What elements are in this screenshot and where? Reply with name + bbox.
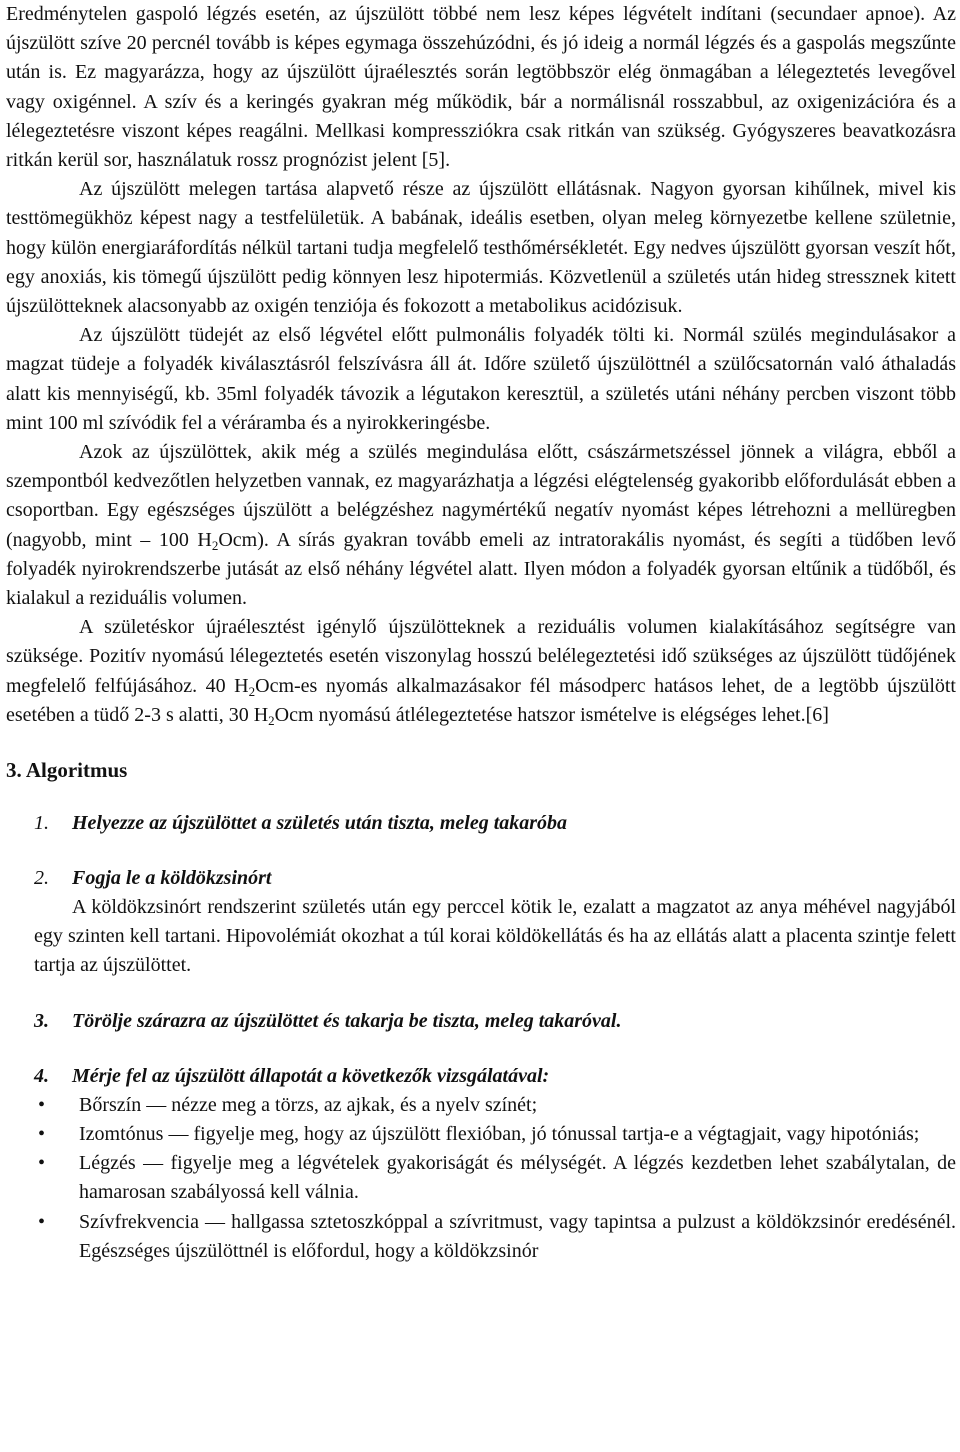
step-title: Törölje szárazra az újszülöttet és takarja be tiszta, meleg takaróval. xyxy=(72,1009,622,1032)
step-1 xyxy=(34,809,956,838)
list-item xyxy=(6,1091,956,1120)
paragraph-lung-fluid: Az újszülött tüdejét az első légvétel előtt pulmonális folyadék tölti ki. Normál szülés megindulásakor a magzat tüdeje a folyadék kiválasztásról felszívásra áll át. Időre születő újszülöttnél a szülőcsatornán való áthaladás alatt kis mennyiségű, kb. 35ml folyadék távozik a légutakon keresztül, a születés utáni néhány percben viszont több mint 100 ml szívódik fel a véráramba és a nyirokkeringésbe. xyxy=(6,324,956,434)
paragraph-resuscitation-part-1: A születéskor újraélesztést igénylő újszülötteknek a reziduális volumen kialakításához segítségre van szüksége. Pozitív nyomású lélegeztetés esetén viszonylag hosszú belélegeztetési idő szükséges az újszülött tüdőjének megfelelő felfújásához. 40 H xyxy=(6,616,956,697)
paragraph-caesarean-part-1: Azok az újszülöttek, akik még a szülés megindulása előtt, császármetszéssel jönnek a világra, ebből a szempontból kedvezőtlen helyzetben vannak, ez magyarázhatja a légzési elégtelenség gyakoribb előfordulását ebben a csoportban. Egy egészséges újszülött a belégzéshez nagymértékű negatív nyomást képes létrehozni a mellüregben (nagyobb, mint – 100 H xyxy=(6,441,956,551)
step-number: 1. xyxy=(34,812,49,835)
list-item-dash: — xyxy=(146,1093,167,1116)
list-item-term: Izomtónus xyxy=(79,1122,164,1145)
step-title: Helyezze az újszülöttet a születés után tiszta, meleg takaróba xyxy=(72,812,568,835)
step-number: 2. xyxy=(34,867,49,890)
subscript-2: 2 xyxy=(248,683,256,699)
list-item-text: figyelje meg a légvételek gyakoriságát és mélységét. A légzés kezdetben lehet szabálytalan, de hamarosan szabályossá kell válnia. xyxy=(79,1152,957,1204)
list-item xyxy=(6,1120,956,1149)
list-item-term: Légzés xyxy=(79,1152,136,1175)
step-title: Mérje fel az újszülött állapotát a következők vizsgálatával: xyxy=(72,1064,550,1087)
step-4 xyxy=(34,1062,956,1091)
paragraph-resuscitation-part-3: Ocm nyomású átlélegeztetése hatszor ismételve is elégséges lehet.[6] xyxy=(274,703,829,726)
step-2-text: A köldökzsinórt rendszerint születés után egy perccel kötik le, ezalatt a magzatot az anya méhével nagyjából egy szinten kell tartani. Hipovolémiát okozhat a túl korai köldökellátás és ha az ellátás alatt a placenta szintje felett tartja az újszülöttet. xyxy=(34,896,956,977)
list-item-dash: — xyxy=(143,1152,164,1175)
subscript-2: 2 xyxy=(268,712,275,728)
paragraph-resuscitation-volume xyxy=(6,613,956,730)
section-heading-algorithm: 3. Algoritmus xyxy=(6,758,128,783)
paragraph-caesarean xyxy=(6,438,956,613)
list-item-text: figyelje meg, hogy az újszülött flexióban, jó tónussal tartja-e a végtagjait, vagy hipotóniás; xyxy=(193,1122,920,1145)
bullet-icon: • xyxy=(38,1122,46,1145)
list-item xyxy=(6,1208,956,1266)
paragraph-secondary-apnea: Eredménytelen gaspoló légzés esetén, az újszülött többé nem lesz képes légvételt indítani (secundaer apnoe). Az újszülött szíve 20 percnél tovább is képes egymaga összehúzódni, és jó ideig a normál légzés és a gaspolás megszűnte után is. Ez magyarázza, hogy az újszülött újraélesztés során legtöbbször elég önmagában a lélegeztetés levegővel vagy oxigénnel. A szív és a keringés gyakran még működik, bár a normálisnál rosszabbul, az oxigenizációra és a lélegeztetésre viszont képes reagálni. Mellkasi kompressziókra csak ritkán van szükség. Gyógyszeres beavatkozásra ritkán kerül sor, használatuk rossz prognózist jelent [5]. xyxy=(6,3,956,172)
paragraph-resuscitation-part-2: Ocm-es nyomás alkalmazásakor fél másodperc hatásos lehet, de a legtöbb újszülött esetében a tüdő 2-3 s alatti, 30 H xyxy=(6,674,956,726)
step-title: Fogja le a köldökzsinórt xyxy=(72,867,272,890)
list-item-text: nézze meg a törzs, az ajkak, és a nyelv színét; xyxy=(171,1093,538,1116)
assessment-list xyxy=(6,1091,956,1266)
step-2 xyxy=(34,864,956,893)
list-item-text: hallgassa sztetoszkóppal a szívritmust, vagy tapintsa a pulzust a köldökzsinór eredésénél. Egészséges újszülöttnél is előfordul, hogy a köldökzsinór xyxy=(79,1210,957,1262)
list-item-term: Szívfrekvencia xyxy=(79,1210,199,1233)
document-page xyxy=(6,0,956,1266)
bullet-icon: • xyxy=(38,1093,46,1116)
paragraph-keeping-warm: Az újszülött melegen tartása alapvető része az újszülött ellátásnak. Nagyon gyorsan kihűlnek, mivel kis testtömegükhöz képest nagy a testfelületük. A babának, ideális esetben, olyan meleg környezetbe kellene születnie, hogy külön energiaráfordítás nélkül tartani tudja megfelelő testhőmérsékletét. Egy nedves újszülött gyorsan veszít hőt, egy anoxiás, kis tömegű újszülött pedig könnyen lesz hipotermiás. Közvetlenül a születés után hideg stressznek kitett újszülötteknek alacsonyabb az oxigén tenziója és fokozott a metabolikus acidózisuk. xyxy=(6,178,956,318)
list-item-dash: — xyxy=(168,1122,189,1145)
list-item xyxy=(6,1149,956,1207)
list-item-term: Bőrszín xyxy=(79,1093,142,1116)
paragraph-caesarean-part-2: Ocm). A sírás gyakran tovább emeli az intratorakális nyomást, és segíti a tüdőben levő folyadék nyirokrendszerbe jutását az első néhány légvétel alatt. Ilyen módon a folyadék gyorsan eltűnik a tüdőből, és kialakul a reziduális volumen. xyxy=(6,528,957,610)
step-number: 3. xyxy=(34,1009,49,1032)
list-item-dash: — xyxy=(205,1210,226,1233)
step-3 xyxy=(34,1007,956,1036)
bullet-icon: • xyxy=(38,1152,46,1175)
bullet-icon: • xyxy=(38,1210,46,1233)
step-number: 4. xyxy=(34,1064,49,1087)
subscript-2: 2 xyxy=(211,537,219,553)
